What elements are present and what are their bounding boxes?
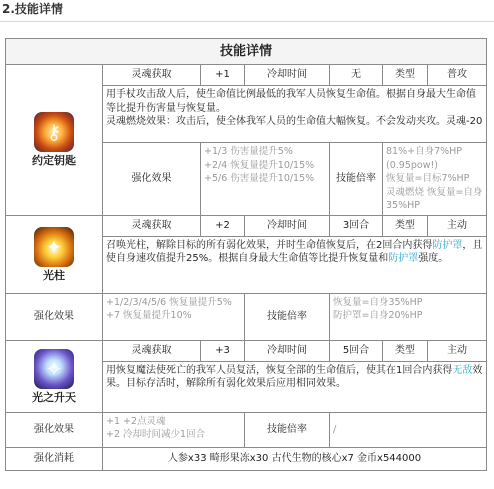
skill-description: [103, 361, 487, 412]
enhance-line: +2 冷却时间减少1回合: [106, 429, 206, 440]
multiplier-line: 恢复量=自身35%HP: [333, 296, 423, 308]
type-value: 主动: [428, 340, 487, 361]
skill-description: [103, 86, 487, 143]
skill-description: [103, 236, 487, 293]
enhance-line: +1/3 伤害量提升5%: [204, 146, 293, 157]
enhance-label: 强化效果: [6, 412, 103, 447]
ascension-icon: ✧: [34, 349, 74, 389]
enhance-label: 强化效果: [6, 293, 103, 340]
skill-cell-2: [6, 215, 103, 293]
enhance-effects: [201, 143, 330, 216]
shield-keyword: 防护罩: [388, 253, 419, 264]
skill-name: 光柱: [43, 268, 65, 282]
enhance-line: +2/4 恢复量提升10/15%: [204, 159, 315, 171]
multiplier-label: 技能倍率: [245, 412, 330, 447]
type-label: 类型: [383, 215, 428, 236]
skill-cell-3: [6, 340, 103, 412]
description-text: 用恢复魔法使死亡的我军人员复活，恢复全部的生命值后，使其在1回合内获得: [106, 364, 453, 376]
cost-label: 强化消耗: [6, 447, 103, 470]
multiplier-label: 技能倍率: [330, 143, 383, 216]
enhance-line: +7 恢复量提升10%: [106, 310, 192, 321]
enhance-line: +1 +2点灵魂: [106, 415, 166, 427]
shield-keyword: 防护罩: [432, 239, 463, 251]
type-value: 主动: [428, 215, 487, 236]
multiplier-values: [330, 293, 487, 340]
description-text: 效果。目标存活时，解除所有弱化效果后应用相同效果。: [106, 364, 483, 389]
skill-details-table: [5, 38, 487, 471]
table-header: 技能详情: [6, 39, 487, 65]
cooldown-label: 冷却时间: [245, 215, 330, 236]
multiplier-values: [383, 143, 487, 216]
soul-label: 灵魂获取: [103, 340, 201, 361]
cost-value: 人参x33 畸形果冻x30 古代生物的核心x7 金币x544000: [103, 447, 487, 470]
invincible-keyword: 无敌: [452, 364, 473, 376]
multiplier-line: 81%+自身7%HP (0.95pow!): [386, 146, 463, 171]
skill-name: 光之升天: [32, 390, 76, 404]
cooldown-label: 冷却时间: [245, 340, 330, 361]
cooldown-value: 无: [330, 65, 383, 86]
soul-label: 灵魂获取: [103, 215, 201, 236]
section-title: 2.技能详情: [0, 0, 494, 22]
multiplier-line: 防护罩=自身20%HP: [333, 310, 423, 321]
multiplier-line: 恢复量=目标7%HP: [386, 173, 470, 184]
soul-value: +2: [201, 215, 245, 236]
soulburn-text: 灵魂燃烧效果：攻击后，使全体我军人员的生命值大幅恢复。不会发动夹攻。灵魂-20: [106, 116, 483, 127]
skill-name: 约定钥匙: [32, 154, 76, 168]
enhance-effects: [103, 412, 245, 447]
skill-cell-1: [6, 65, 103, 216]
soul-label: 灵魂获取: [103, 65, 201, 86]
description-text: 强度。: [418, 253, 449, 264]
multiplier-label: 技能倍率: [245, 293, 330, 340]
key-skill-icon: ⚷: [34, 112, 74, 152]
multiplier-line: 灵魂燃烧 恢复量=自身35%HP: [386, 186, 483, 211]
cooldown-value: 5回合: [330, 340, 383, 361]
light-pillar-icon: ✦: [34, 227, 74, 267]
cooldown-value: 3回合: [330, 215, 383, 236]
enhance-line: +5/6 伤害量提升10/15%: [204, 173, 315, 184]
multiplier-values: /: [330, 412, 487, 447]
description-text: 召唤光柱，解除目标的所有弱化效果，并时生命值恢复后，在2回合内获得: [106, 239, 433, 251]
soul-value: +1: [201, 65, 245, 86]
description-text: ，且使自身速攻值提升25%。根据自身最大生命值等比提升恢复量和: [106, 239, 483, 264]
type-label: 类型: [383, 340, 428, 361]
enhance-line: +1/2/3/4/5/6 恢复量提升5%: [106, 296, 232, 308]
enhance-effects: [103, 293, 245, 340]
type-label: 类型: [383, 65, 428, 86]
cooldown-label: 冷却时间: [245, 65, 330, 86]
enhance-label: 强化效果: [103, 143, 201, 216]
type-value: 普攻: [428, 65, 487, 86]
description-text: 用手杖攻击敌人后，使生命值比例最低的我军人员恢复生命值。根据自身最大生命值等比提升伤害量与恢复量。: [106, 89, 476, 114]
soul-value: +3: [201, 340, 245, 361]
